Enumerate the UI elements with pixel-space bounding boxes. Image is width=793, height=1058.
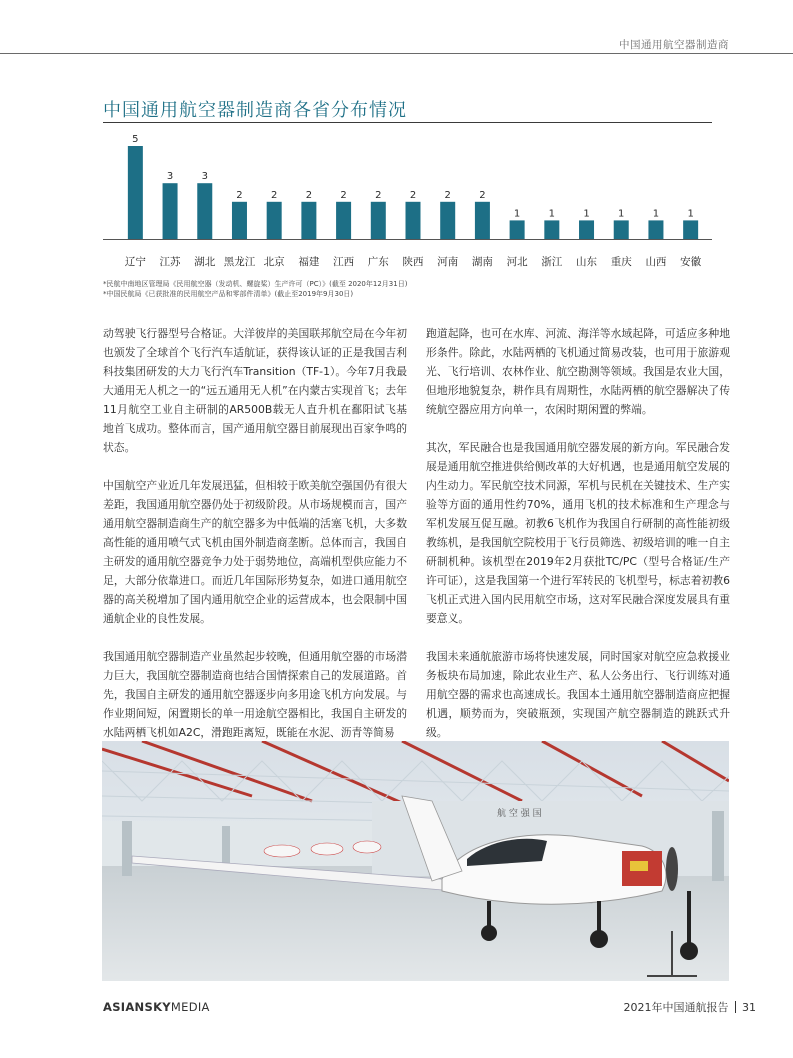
category-label: 广东 xyxy=(367,256,389,268)
bar-value-label: 5 xyxy=(132,134,139,145)
category-label: 浙江 xyxy=(541,256,563,268)
bar-12 xyxy=(544,220,559,239)
bar-16 xyxy=(683,220,698,239)
category-label: 陕西 xyxy=(402,256,424,268)
bar-9 xyxy=(440,202,455,239)
body-paragraph: 跑道起降，也可在水库、河流、海洋等水域起降，可适应多种地形条件。除此，水陆两栖的飞机通过简易改装，也可用于旅游观光、飞行培训、农林作业、航空勘测等领域。我国是农业大国，但地形地貌复杂，耕作具有周期性，水陆两栖的航空器解决了传统航空器应用方向单一，农闲时期闲置的弊端。 xyxy=(426,327,730,416)
footer-separator xyxy=(735,1001,737,1013)
logo-text-bold: ASIANSKY xyxy=(103,1000,171,1014)
category-label: 湖南 xyxy=(471,256,493,268)
bar-value-label: 2 xyxy=(375,189,382,201)
category-label: 重庆 xyxy=(610,256,632,268)
category-label: 江苏 xyxy=(159,256,181,268)
bar-10 xyxy=(475,202,490,239)
report-name: 2021年中国通航报告 xyxy=(623,1001,729,1014)
category-label: 河南 xyxy=(437,256,459,268)
category-label: 湖北 xyxy=(194,256,216,268)
bar-value-label: 1 xyxy=(652,208,660,220)
chart-title: 中国通用航空器制造商各省分布情况 xyxy=(103,100,407,121)
bar-11 xyxy=(510,220,525,239)
hangar-aircraft-photo xyxy=(102,741,729,981)
category-label: 江西 xyxy=(333,256,355,268)
page-footer xyxy=(624,999,757,1015)
bar-value-label: 2 xyxy=(340,189,347,201)
chart-title-rule xyxy=(103,122,712,123)
bar-5 xyxy=(301,202,316,239)
bar-value-label: 2 xyxy=(305,189,313,201)
bar-2 xyxy=(197,183,212,239)
category-label: 山西 xyxy=(645,256,667,268)
body-paragraph: 动驾驶飞行器型号合格证。大洋彼岸的美国联邦航空局在今年初也颁发了全球首个飞行汽车适航证，获得该认证的正是我国吉利科技集团研发的大力飞行汽车Transition（TF-1）。今年7月我最大通用无人机之一的“远五通用无人机”在内蒙古实现首飞；去年11月航空工业自主研制的AR500B载无人直升机在鄱阳试飞基地首飞成功。整体而言，国产通用航空器目前展现出百家争鸣的状态。 xyxy=(103,327,407,454)
logo-text-light: MEDIA xyxy=(170,1000,210,1014)
bar-value-label: 2 xyxy=(479,189,486,201)
bar-value-label: 2 xyxy=(270,189,278,201)
bar-value-label: 3 xyxy=(166,171,174,183)
hangar-wall-sign: 航 空 强 国 xyxy=(497,809,542,819)
bar-6 xyxy=(336,202,351,239)
category-label: 河北 xyxy=(506,256,528,268)
category-label: 福建 xyxy=(298,256,320,268)
category-label: 北京 xyxy=(263,256,285,268)
body-paragraph: 中国航空产业近几年发展迅猛，但相较于欧美航空强国仍有很大差距，我国通用航空器仍处于初级阶段。从市场规模而言，国产通用航空器制造商生产的航空器多为中低端的活塞飞机，大多数高性能的通用喷气式飞机由国外制造商垄断。总体而言，我国自主研发的通用航空器竞争力处于弱势地位，高端机型供应能力不足，大部分依靠进口。而近几年国际形势复杂，如进口通用航空器的高关税增加了国内通用航空企业的运营成本，也会限制中国通航企业的良性发展。 xyxy=(103,479,407,625)
bar-value-label: 1 xyxy=(513,208,521,220)
bar-value-label: 2 xyxy=(409,189,417,201)
category-label: 黑龙江 xyxy=(223,256,256,268)
body-column-right xyxy=(426,324,730,761)
bar-4 xyxy=(267,202,282,239)
bar-value-label: 1 xyxy=(548,208,556,220)
bar-0 xyxy=(128,146,143,239)
body-paragraph: 其次，军民融合也是我国通用航空器发展的新方向。军民融合发展是通用航空推进供给侧改革的大好机遇，也是通用航空发展的内生动力。军民航空技术同源，军机与民机在关键技术、生产实验等方面的通用性约70%，通用飞机的技术标准和生产理念与军机发展互促互融。初教6飞机作为我国自行研制的高性能初级教练机，是我国航空院校用于飞行员筛选、初级培训的唯一自主研制机种。该机型在2019年2月获批TC/PC（型号合格证/生产许可证），这是我国第一个进行军转民的飞机型号，标志着初教6飞机正式进入国内民用航空市场，这对军民融合深度发展具有重要意义。 xyxy=(426,441,730,625)
province-bar-chart xyxy=(103,125,712,271)
bar-value-label: 2 xyxy=(444,189,451,201)
bar-13 xyxy=(579,220,594,239)
category-label: 山东 xyxy=(576,256,598,268)
page-number: 31 xyxy=(742,1001,756,1014)
bar-value-label: 1 xyxy=(687,208,694,220)
body-paragraph: 我国通用航空器制造产业虽然起步较晚，但通用航空器的市场潜力巨大，我国航空器制造商也结合国情探索自己的发展道路。首先，我国自主研发的通用航空器逐步向多用途飞机方向发展。与作业期间短，闲置期长的单一用途航空器相比，我国自主研发的水陆两栖飞机如A2C，滑跑距离短，既能在水泥、沥青等简易 xyxy=(103,650,407,739)
bar-value-label: 1 xyxy=(583,208,590,220)
bar-7 xyxy=(371,202,386,239)
header-divider xyxy=(0,53,793,54)
category-label: 安徽 xyxy=(680,256,702,268)
bar-value-label: 2 xyxy=(236,189,243,201)
bar-14 xyxy=(614,220,629,239)
chart-source-notes xyxy=(103,280,407,299)
bar-3 xyxy=(232,202,247,239)
bar-8 xyxy=(406,202,421,239)
bar-15 xyxy=(648,220,663,239)
source-note: *中国民航局《已获批准的民用航空产品和零部件清单》(截止至2019年9月30日) xyxy=(103,289,354,298)
bar-value-label: 1 xyxy=(618,208,625,220)
body-column-left xyxy=(103,324,407,761)
body-paragraph: 我国未来通航旅游市场将快速发展，同时国家对航空应急救援业务板块布局加速，除此农业生产、私人公务出行、飞行训练对通用航空器的需求也高速成长。我国本土通用航空器制造商应把握机遇，顺势而为，突破瓶颈，实现国产航空器制造的跳跃式升级。 xyxy=(426,650,730,739)
source-note: *民航中南地区管理局《民用航空器（发动机、螺旋桨）生产许可（PC）》(截至 2020年12月31日) xyxy=(103,280,408,288)
bar-1 xyxy=(163,183,178,239)
running-header: 中国通用航空器制造商 xyxy=(619,39,729,51)
publisher-logo xyxy=(103,1000,210,1014)
category-label: 辽宁 xyxy=(124,256,146,268)
bar-value-label: 3 xyxy=(201,171,208,183)
